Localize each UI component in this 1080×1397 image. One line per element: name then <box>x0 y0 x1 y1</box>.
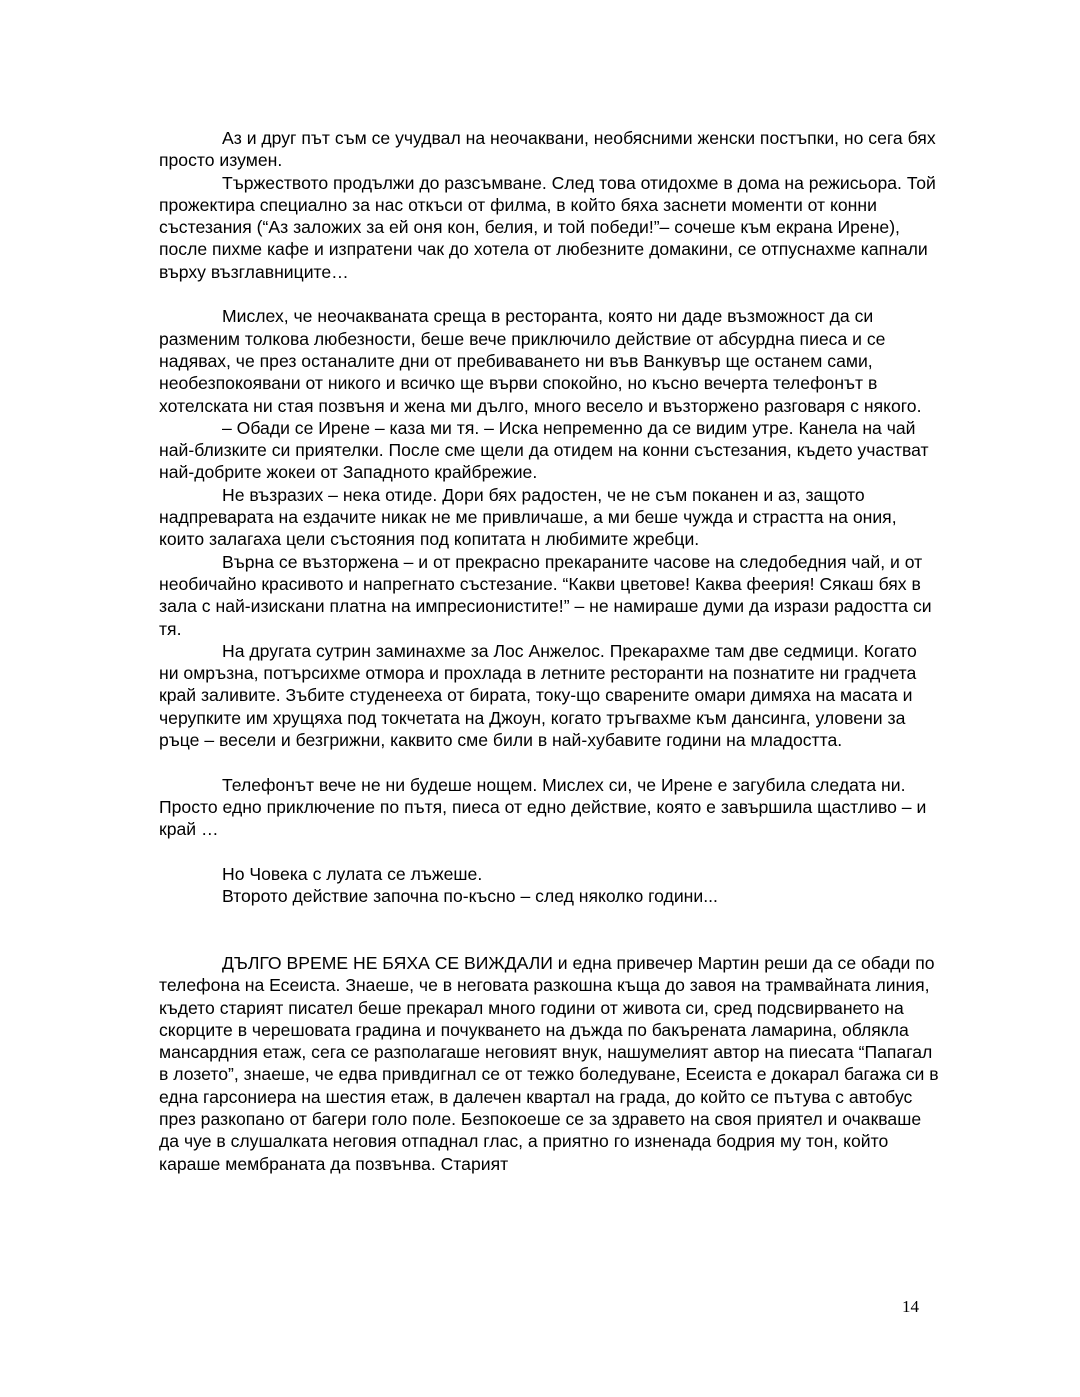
paragraph-gap <box>159 751 939 773</box>
paragraph: Не възразих – нека отиде. Дори бях радостен, че не съм поканен и аз, защото надпреварата на ездачите никак не ме привличаше, а ми беше чужда и страстта на ония, които залагаха цели състояния под копитата н любимите жребци. <box>159 484 897 550</box>
body-text <box>159 127 939 1175</box>
paragraph: – Обади се Ирене – каза ми тя. – Иска непременно да се видим утре. Канела на чай най-близките си приятелки. После сме щели да отидем на конни състезания, където участват най-добрите жокеи от Западното крайбрежие. <box>159 417 929 483</box>
page-number: 14 <box>902 1297 919 1316</box>
paragraph: Но Човека с лулата се лъжеше. <box>222 863 483 884</box>
paragraph-gap <box>159 841 939 863</box>
paragraph: Тържеството продължи до разсъмване. След това отидохме в дома на режисьора. Той прожектира специално за нас откъси от филма, в който бяха заснети моменти от конни състезания (“Аз заложих за ей оня кон, белия, и той победи!”– сочеше към екрана Ирене), после пихме кафе и изпратени чак до хотела от любезните домакини, се отпуснахме капнали върху възглавниците… <box>159 172 936 282</box>
paragraph: На другата сутрин заминахме за Лос Анжелос. Прекарахме там две седмици. Когато ни омръзна, потърсихме отмора и прохлада в летните ресторанти на познатите ни градчета край заливите. Зъбите студенееха от бирата, току-що сварените омари димяха на масата и черупките им хрущяха под токчетата на Джоун, когато тръгвахме към дансинга, уловени за ръце – весели и безгрижни, каквито сме били в най-хубавите години на младостта. <box>159 640 917 751</box>
paragraph: Второто действие започна по-късно – след няколко години... <box>222 886 718 907</box>
paragraph: Върна се възторжена – и от прекрасно прекараните часове на следобедния чай, и от необичайно красивото и напрегнато състезание. “Какви цветове! Каква феерия! Сякаш бях в зала с най-изискани платна на импресионистите!” – не намираше думи да изрази радостта си тя. <box>159 551 932 639</box>
paragraph: Телефонът вече не ни будеше нощем. Мислех си, че Ирене е загубила следата ни. Просто едно приключение по пътя, пиеса от едно действие, която е завършила щастливо – и край … <box>159 774 927 840</box>
section-gap <box>159 907 939 952</box>
paragraph: Аз и друг път съм се учудвал на неочаквани, необясними женски постъпки, но сега бях просто изумен. <box>159 128 936 171</box>
paragraph: ДЪЛГО ВРЕМЕ НЕ БЯХА СЕ ВИЖДАЛИ и една привечер Мартин реши да се обади по телефона на Есеиста. Знаеше, че в неговата разкошна къща до завоя на трамвайната линия, където старият писател беше прекарал много години от живота си, сред подсвирването на скорците в черешовата градина и почукването на дъжда по бакърената ламарина, облякла мансардния етаж, сега се разполагаше неговият внук, нашумелият автор на пиесата “Папагал в лозето”, знаеше, че едва привдигнал се от тежко боледуване, Есеиста е докарал багажа си в една гарсониера на шестия етаж, в далечен квартал на града, до който се пътува с автобус през разкопано от багери голо поле. Безпокоеше се за здравето на своя приятел и очакваше да чуе в слушалката неговия отпаднал глас, а приятно го изненада бодрия му тон, който караше мембраната да позвънва. Старият <box>159 952 939 1174</box>
paragraph: Мислех, че неочакваната среща в ресторанта, която ни даде възможност да си разменим толкова любезности, беше вече приключило действие от абсурдна пиеса и се надявах, че през останалите дни от пребиваването ни във Ванкувър ще останем сами, необезпокоявани от никого и всичко ще върви спокойно, но късно вечерта телефонът в хотелската ни стая позвъня и жена ми дълго, много весело и възторжено разговаря с някого. <box>159 306 922 416</box>
paragraph-gap <box>159 283 939 305</box>
